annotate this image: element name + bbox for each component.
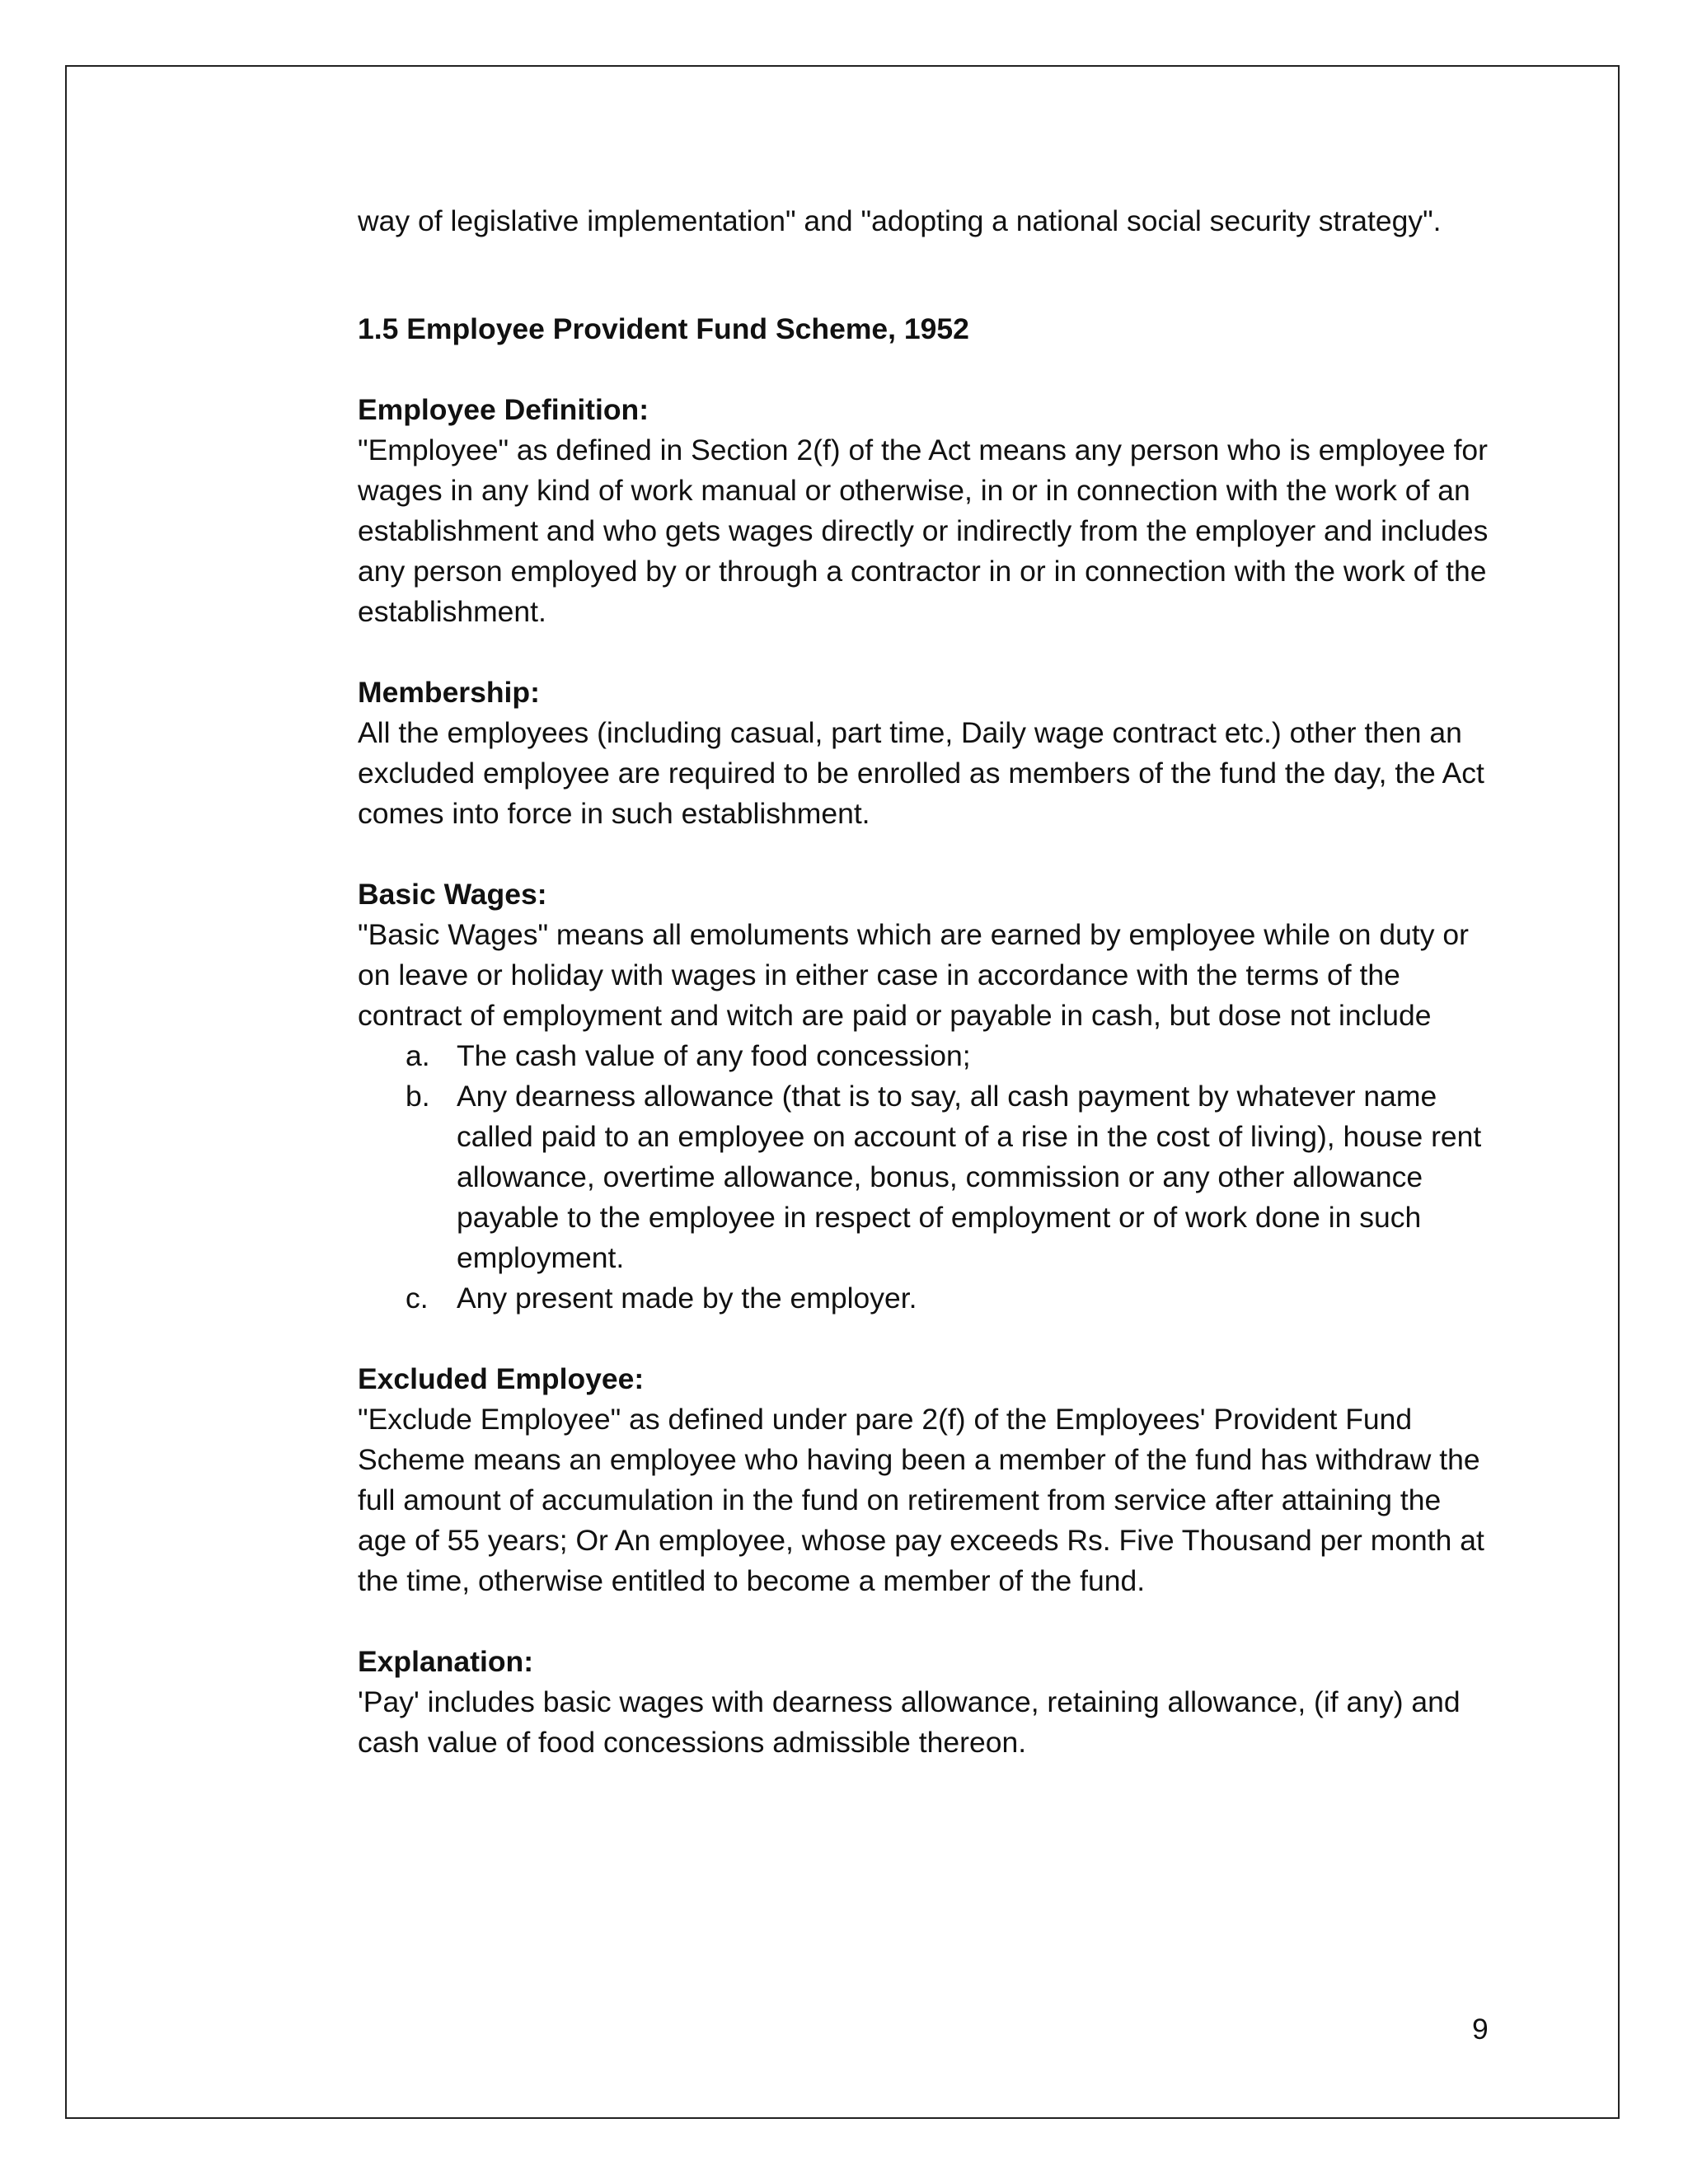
basic-wages-exclusions-list (358, 1036, 1495, 1319)
list-item-text: Any dearness allowance (that is to say, all cash payment by whatever name called paid to an employee on account of a rise in the cost of living), house rent allowance, overtime allowance, bonus, commission or any other allowance payable to the employee in respect of employment or of work done in such employment. (457, 1080, 1482, 1274)
excluded-employee-heading: Excluded Employee: (358, 1362, 645, 1395)
list-item-text: The cash value of any food concession; (457, 1039, 971, 1072)
employee-definition-body: "Employee" as defined in Section 2(f) of the Act means any person who is employee for wages in any kind of work manual or otherwise, in or in connection with the work of an establishment and who gets wages directly or indirectly from the employer and includes any person employed by or through a contractor in or in connection with the work of the establishment. (358, 434, 1489, 628)
excluded-employee-body: "Exclude Employee" as defined under pare 2(f) of the Employees' Provident Fund Scheme means an employee who having been a member of the fund has withdraw the full amount of accumulation in the fund on retirement from service after attaining the age of 55 years; Or An employee, whose pay exceeds Rs. Five Thousand per month at the time, otherwise entitled to become a member of the fund. (358, 1403, 1484, 1597)
list-item (358, 1076, 1495, 1278)
document-body (358, 201, 1495, 1763)
list-item (358, 1278, 1495, 1319)
page-number: 9 (1472, 2013, 1489, 2046)
intro-paragraph: way of legislative implementation" and "adopting a national social security strategy". (358, 204, 1442, 237)
explanation-body: 'Pay' includes basic wages with dearness allowance, retaining allowance, (if any) and cash value of food concessions admissible thereon. (358, 1685, 1461, 1759)
list-marker: a. (406, 1039, 430, 1072)
basic-wages-heading: Basic Wages: (358, 878, 547, 911)
list-marker: c. (406, 1282, 429, 1315)
explanation-heading: Explanation: (358, 1645, 534, 1678)
list-item-text: Any present made by the employer. (457, 1282, 917, 1315)
membership-heading: Membership: (358, 676, 540, 709)
list-marker: b. (406, 1080, 430, 1113)
basic-wages-body: "Basic Wages" means all emoluments which are earned by employee while on duty or on leave or holiday with wages in either case in accordance with the terms of the contract of employment and witch are paid or payable in cash, but dose not include (358, 918, 1469, 1032)
employee-definition-heading: Employee Definition: (358, 393, 649, 426)
list-item (358, 1036, 1495, 1076)
section-title: 1.5 Employee Provident Fund Scheme, 1952 (358, 312, 969, 345)
membership-body: All the employees (including casual, part time, Daily wage contract etc.) other then an excluded employee are required to be enrolled as members of the fund the day, the Act comes into force in such establishment. (358, 716, 1484, 830)
